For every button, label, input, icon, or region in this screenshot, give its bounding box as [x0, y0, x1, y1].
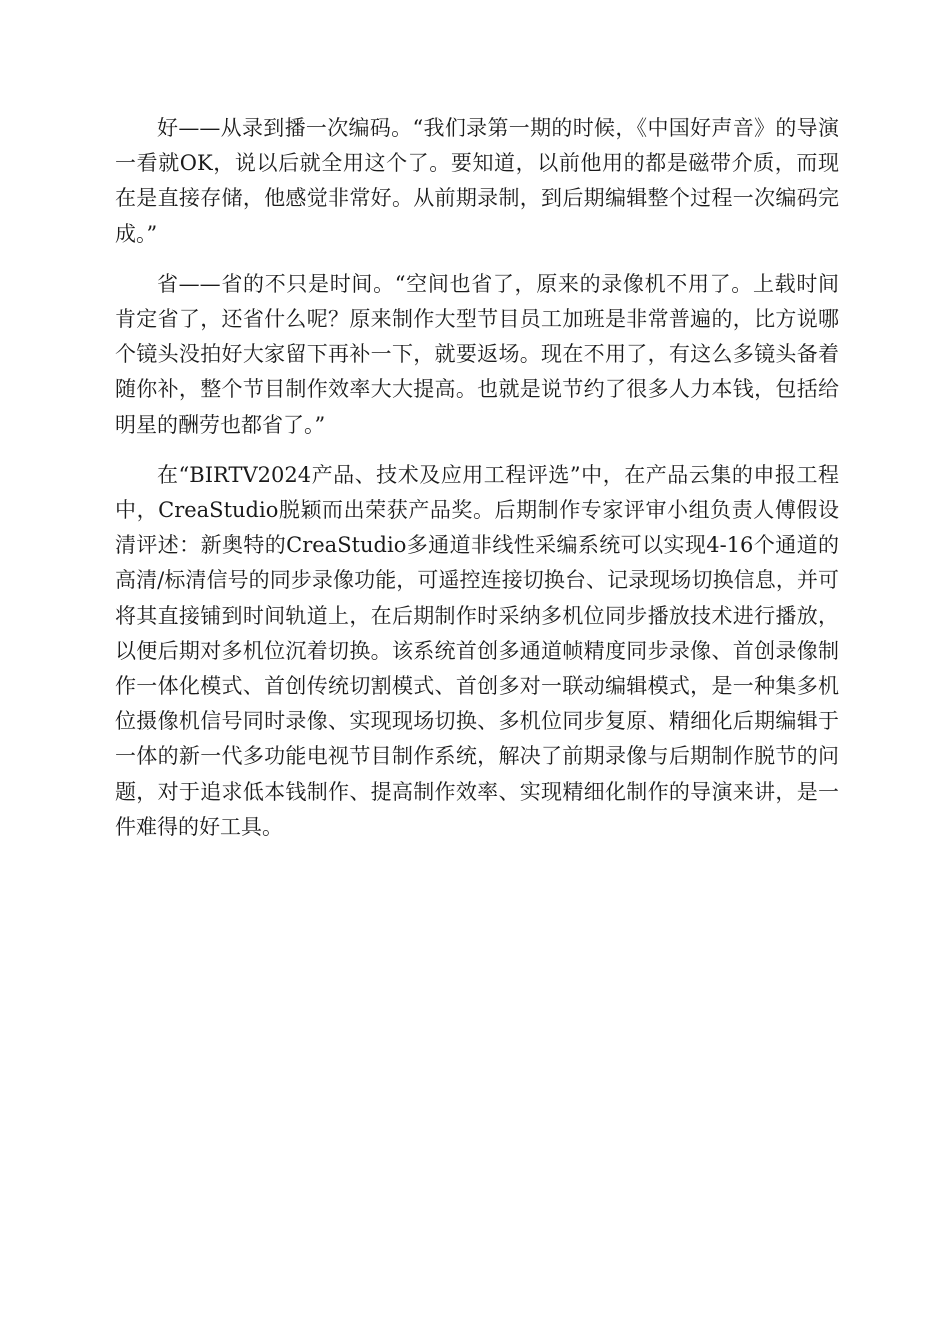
- paragraph-encoding: 好——从录到播一次编码。“我们录第一期的时候，《中国好声音》的导演一看就OK，说以后就全用这个了。要知道，以前他用的都是磁带介质，而现在是直接存储，他感觉非常好。从前期录制，到后期编辑整个过程一次编码完成。”: [115, 116, 839, 246]
- paragraph-savings: 省——省的不只是时间。“空间也省了，原来的录像机不用了。上载时间肯定省了，还省什么呢？原来制作大型节目员工加班是非常普遍的，比方说哪个镜头没拍好大家留下再补一下，就要返场。现在不用了，有这么多镜头备着随你补，整个节目制作效率大大提高。也就是说节约了很多人力本钱，包括给明星的酬劳也都省了。”: [115, 271, 839, 437]
- document-body: [115, 111, 839, 860]
- paragraph-award: 在“BIRTV2024产品、技术及应用工程评选”中，在产品云集的申报工程中，CreaStudio脱颖而出荣获产品奖。后期制作专家评审小组负责人傅假设清评述：新奥特的CreaStudio多通道非线性采编系统可以实现4-16个通道的高清/标清信号的同步录像功能，可遥控连接切换台、记录现场切换信息，并可将其直接铺到时间轨道上，在后期制作时采纳多机位同步播放技术进行播放，以便后期对多机位沉着切换。该系统首创多通道帧精度同步录像、首创录像制作一体化模式、首创传统切割模式、首创多对一联动编辑模式，是一种集多机位摄像机信号同时录像、实现现场切换、多机位同步复原、精细化后期编辑于一体的新一代多功能电视节目制作系统，解决了前期录像与后期制作脱节的问题，对于追求低本钱制作、提高制作效率、实现精细化制作的导演来讲，是一件难得的好工具。: [115, 462, 839, 839]
